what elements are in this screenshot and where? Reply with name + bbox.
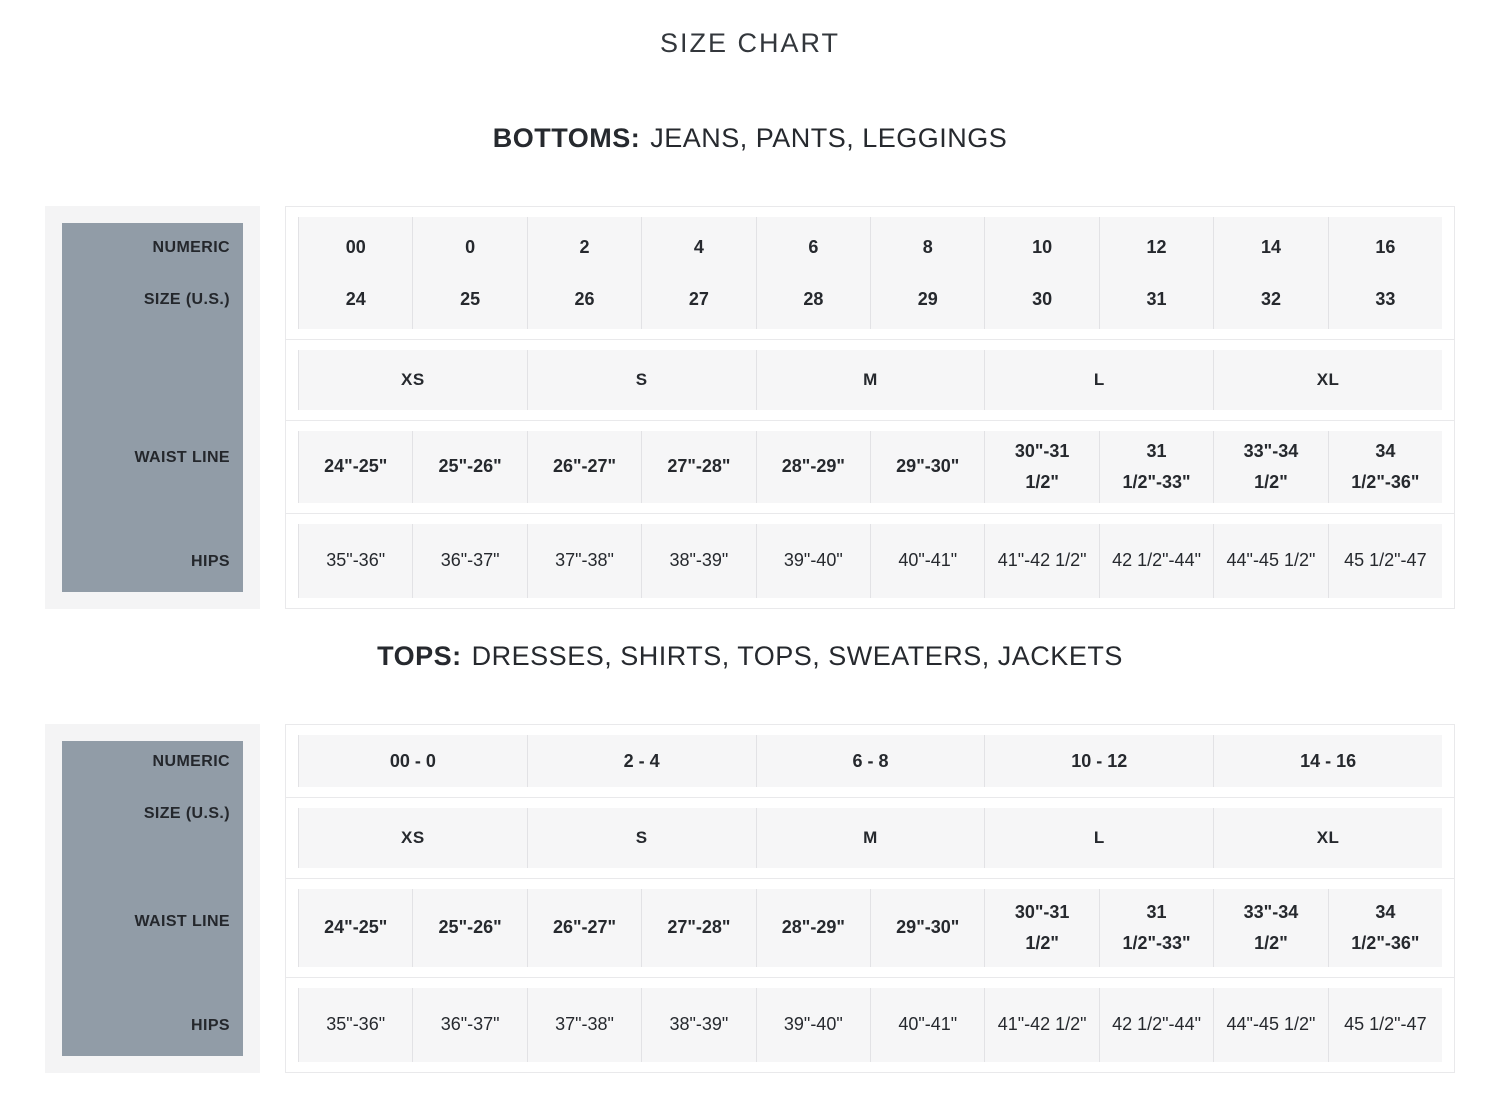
hips-measurement-cell: 44"-45 1/2": [1213, 524, 1327, 598]
numeric-size-cell: [1099, 217, 1213, 329]
numeric-size-cell: [412, 217, 526, 329]
tops-numeric-cells: [298, 735, 1442, 787]
us-size-value: 33: [1375, 288, 1396, 309]
numeric-size-value: 14: [1260, 236, 1281, 257]
hips-measurement-cell: 41"-42 1/2": [984, 524, 1098, 598]
us-size-value: 32: [1260, 288, 1281, 309]
page-title: SIZE CHART: [659, 28, 841, 58]
numeric-size-cell: [1328, 217, 1442, 329]
tops-heading-label: TOPS:: [377, 641, 462, 671]
waist-measurement-cell: 28"-29": [756, 431, 870, 503]
tops-letter-cells: [298, 808, 1442, 868]
waist-measurement-cell: 26"-27": [527, 889, 641, 967]
bottoms-letter-size-row: [286, 339, 1454, 420]
hips-measurement-cell: 39"-40": [756, 524, 870, 598]
hips-measurement-cell: 42 1/2"-44": [1099, 524, 1213, 598]
bottoms-waist-line-row: [286, 420, 1454, 513]
numeric-size-cell: [756, 217, 870, 329]
hips-measurement-cell: 42 1/2"-44": [1099, 988, 1213, 1062]
numeric-size-value: 16: [1375, 236, 1396, 257]
tops-section-heading: [0, 641, 1500, 672]
hips-label: HIPS: [191, 553, 230, 570]
us-size-value: 25: [460, 288, 481, 309]
waist-measurement-cell: 24"-25": [298, 889, 412, 967]
hips-measurement-cell: 37"-38": [527, 524, 641, 598]
bottoms-sidebar-label-box: [62, 223, 243, 592]
tops-hips-cells: [298, 988, 1442, 1062]
hips-measurement-cell: 37"-38": [527, 988, 641, 1062]
letter-size-cell: S: [527, 350, 756, 410]
waist-measurement-cell: 34 1/2"-36": [1328, 431, 1442, 503]
numeric-size-cell: [984, 217, 1098, 329]
waist-measurement-cell: 29"-30": [870, 889, 984, 967]
waist-measurement-cell: 33"-34 1/2": [1213, 889, 1327, 967]
bottoms-sidebar-panel: [45, 206, 260, 609]
bottoms-size-table: [285, 206, 1455, 609]
numeric-size-value: 0: [465, 236, 476, 257]
bottoms-heading-items: JEANS, PANTS, LEGGINGS: [650, 123, 1008, 153]
hips-measurement-cell: 45 1/2"-47: [1328, 988, 1442, 1062]
us-size-value: 30: [1032, 288, 1053, 309]
numeric-size-label-line1: NUMERIC: [152, 239, 230, 256]
bottoms-heading-label: BOTTOMS:: [492, 123, 641, 153]
numeric-size-cell: [641, 217, 755, 329]
hips-measurement-cell: 38"-39": [641, 524, 755, 598]
hips-measurement-cell: 35"-36": [298, 988, 412, 1062]
waist-measurement-cell: 34 1/2"-36": [1328, 889, 1442, 967]
us-size-value: 31: [1146, 288, 1167, 309]
numeric-size-cell: [1213, 217, 1327, 329]
bottoms-numeric-size-row: [286, 207, 1454, 339]
letter-size-cell: S: [527, 808, 756, 868]
tops-heading-items: DRESSES, SHIRTS, TOPS, SWEATERS, JACKETS: [471, 641, 1123, 671]
waist-measurement-cell: 27"-28": [641, 889, 755, 967]
us-size-value: 27: [688, 288, 709, 309]
waist-measurement-cell: 30"-31 1/2": [984, 431, 1098, 503]
letter-size-cell: M: [756, 350, 985, 410]
numeric-size-cell: [870, 217, 984, 329]
numeric-size-value: 2: [579, 236, 590, 257]
waist-measurement-cell: 30"-31 1/2": [984, 889, 1098, 967]
numeric-size-cell: 6 - 8: [756, 735, 985, 787]
hips-label: HIPS: [191, 1017, 230, 1034]
hips-measurement-cell: 39"-40": [756, 988, 870, 1062]
numeric-size-value: 6: [808, 236, 819, 257]
waist-measurement-cell: 29"-30": [870, 431, 984, 503]
waist-measurement-cell: 25"-26": [412, 431, 526, 503]
numeric-size-label-line2: SIZE (U.S.): [143, 291, 230, 308]
waist-measurement-cell: 24"-25": [298, 431, 412, 503]
waist-measurement-cell: 27"-28": [641, 431, 755, 503]
hips-measurement-cell: 40"-41": [870, 988, 984, 1062]
numeric-size-value: 4: [693, 236, 704, 257]
tops-chart-row: [45, 724, 1455, 1073]
tops-waist-line-row: [286, 878, 1454, 977]
bottoms-hips-row: [286, 513, 1454, 608]
numeric-size-value: 00: [345, 236, 366, 257]
numeric-size-cell: 00 - 0: [298, 735, 527, 787]
numeric-size-label-line2: SIZE (U.S.): [143, 805, 230, 822]
tops-letter-size-row: [286, 797, 1454, 878]
hips-measurement-cell: 41"-42 1/2": [984, 988, 1098, 1062]
letter-size-cell: XL: [1213, 808, 1442, 868]
waist-measurement-cell: 31 1/2"-33": [1099, 431, 1213, 503]
waist-measurement-cell: 28"-29": [756, 889, 870, 967]
us-size-value: 26: [574, 288, 595, 309]
letter-size-cell: L: [984, 808, 1213, 868]
letter-size-cell: XS: [298, 808, 527, 868]
numeric-size-cell: [527, 217, 641, 329]
hips-measurement-cell: 40"-41": [870, 524, 984, 598]
numeric-size-cell: 2 - 4: [527, 735, 756, 787]
letter-size-cell: L: [984, 350, 1213, 410]
letter-size-cell: XS: [298, 350, 527, 410]
tops-waist-cells: [298, 889, 1442, 967]
numeric-size-cell: [298, 217, 412, 329]
tops-hips-row: [286, 977, 1454, 1072]
waist-measurement-cell: 25"-26": [412, 889, 526, 967]
numeric-size-label-line1: NUMERIC: [152, 753, 230, 770]
hips-measurement-cell: 45 1/2"-47: [1328, 524, 1442, 598]
hips-measurement-cell: 38"-39": [641, 988, 755, 1062]
waist-measurement-cell: 31 1/2"-33": [1099, 889, 1213, 967]
letter-size-cell: XL: [1213, 350, 1442, 410]
tops-size-table: [285, 724, 1455, 1073]
waist-line-label: WAIST LINE: [134, 913, 230, 930]
numeric-size-value: 12: [1146, 236, 1167, 257]
numeric-size-cell: 14 - 16: [1213, 735, 1442, 787]
bottoms-section-heading: [0, 123, 1500, 154]
letter-size-cell: M: [756, 808, 985, 868]
bottoms-numeric-cells: [298, 217, 1442, 329]
us-size-value: 29: [917, 288, 938, 309]
bottoms-waist-cells: [298, 431, 1442, 503]
waist-line-label: WAIST LINE: [134, 449, 230, 466]
tops-sidebar-label-box: [62, 741, 243, 1056]
bottoms-letter-cells: [298, 350, 1442, 410]
hips-measurement-cell: 44"-45 1/2": [1213, 988, 1327, 1062]
hips-measurement-cell: 36"-37": [412, 524, 526, 598]
hips-measurement-cell: 36"-37": [412, 988, 526, 1062]
numeric-size-cell: 10 - 12: [984, 735, 1213, 787]
numeric-size-value: 8: [922, 236, 933, 257]
waist-measurement-cell: 26"-27": [527, 431, 641, 503]
numeric-size-value: 10: [1032, 236, 1053, 257]
us-size-value: 24: [345, 288, 366, 309]
hips-measurement-cell: 35"-36": [298, 524, 412, 598]
tops-sidebar-panel: [45, 724, 260, 1073]
us-size-value: 28: [803, 288, 824, 309]
waist-measurement-cell: 33"-34 1/2": [1213, 431, 1327, 503]
bottoms-hips-cells: [298, 524, 1442, 598]
bottoms-chart-row: [45, 206, 1455, 609]
tops-numeric-size-row: [286, 725, 1454, 797]
